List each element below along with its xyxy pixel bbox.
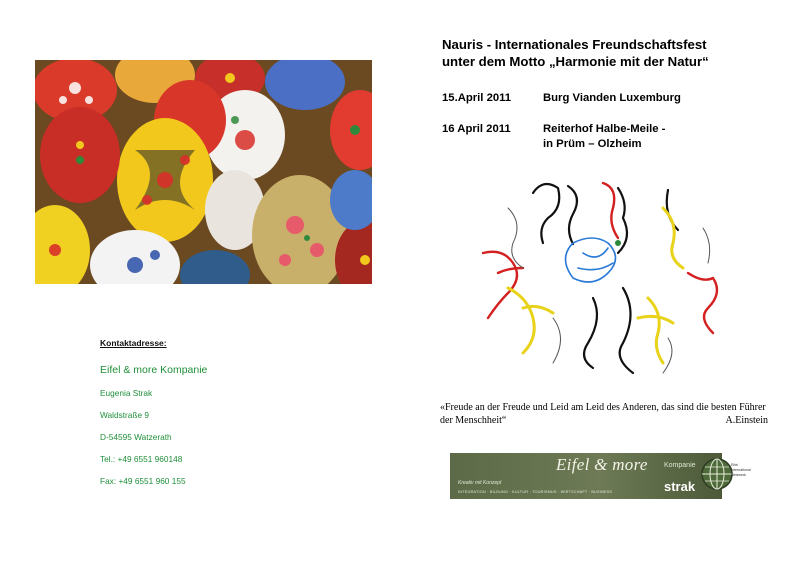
event-entry-1 <box>442 91 681 106</box>
banner-slogan: Kreativ mit Konzept <box>458 480 502 486</box>
event-place-2-line-1: Reiterhof Halbe-Meile - <box>543 123 666 135</box>
contact-company: Eifel & more Kompanie <box>100 364 208 376</box>
contact-person: Eugenia Strak <box>100 388 153 398</box>
globe-logo <box>700 457 734 491</box>
banner-network: Eifel International Netzwerk <box>731 463 751 477</box>
quote-text: «Freude an der Freude und Leid am Leid des Anderen, das sind die besten Führer der Menschheit“ <box>440 402 766 426</box>
event-entry-2 <box>442 122 665 152</box>
contact-block <box>100 338 360 486</box>
event-title-line-1: Nauris - Internationales Freundschaftsfest <box>442 37 707 52</box>
banner-topics: INTEGRATION · BILDUNG · KULTUR · TOURISMUS · WIRTSCHAFT · BUSINESS <box>458 490 613 494</box>
circle-of-dancers <box>478 168 738 383</box>
contact-phone: Tel.: +49 6551 960148 <box>100 454 183 464</box>
quote-author: A.Einstein <box>725 414 768 426</box>
contact-fax: Fax: +49 6551 960 155 <box>100 476 186 486</box>
event-place-1: Burg Vianden Luxemburg <box>543 92 681 104</box>
event-place-2 <box>543 122 665 152</box>
banner-strak: strak <box>664 479 696 494</box>
banner-background <box>450 453 722 499</box>
event-date-1: 15.April 2011 <box>442 92 512 104</box>
quote-block <box>440 402 768 427</box>
event-title <box>442 36 787 70</box>
company-banner <box>450 453 750 499</box>
easter-eggs-photo <box>35 60 372 284</box>
contact-city: D-54595 Watzerath <box>100 432 172 442</box>
event-date-2: 16 April 2011 <box>442 123 511 135</box>
event-title-line-2: unter dem Motto „Harmonie mit der Natur“ <box>442 54 709 69</box>
contact-heading: Kontaktadresse: <box>100 338 167 348</box>
banner-kompanie: Kompanie <box>664 462 696 469</box>
event-place-2-line-2: in Prüm – Olzheim <box>543 138 642 150</box>
banner-name: Eifel & more <box>556 455 648 474</box>
contact-street: Waldstraße 9 <box>100 410 150 420</box>
